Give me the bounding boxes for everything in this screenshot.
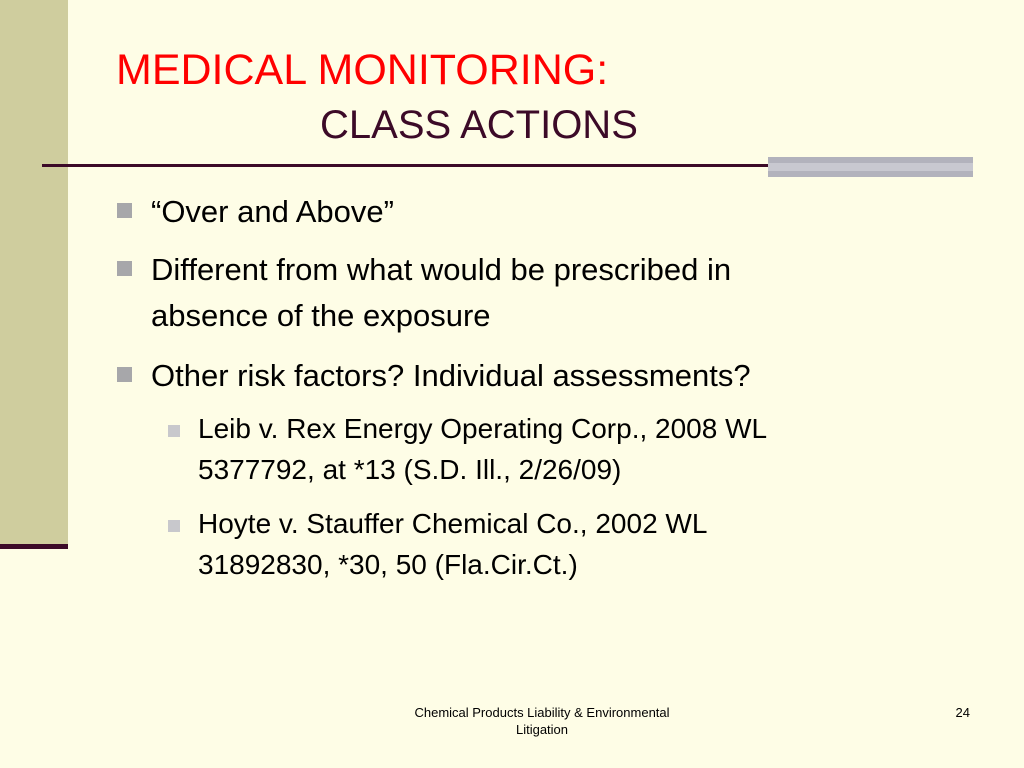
sub-bullet-item-1-line-1: Leib v. Rex Energy Operating Corp., 2008 WL bbox=[198, 413, 768, 444]
slide-subtitle: CLASS ACTIONS bbox=[320, 103, 638, 147]
bullet-marker-icon bbox=[117, 367, 132, 382]
sub-bullet-item-1-line-2: 5377792, at *13 (S.D. Ill., 2/26/09) bbox=[198, 454, 622, 485]
footer-line-2: Litigation bbox=[515, 722, 569, 737]
sub-bullet-marker-icon bbox=[168, 520, 180, 532]
bullet-marker-icon bbox=[117, 261, 132, 276]
sub-bullet-item-2-line-2: 31892830, *30, 50 (Fla.Cir.Ct.) bbox=[198, 549, 578, 580]
bullet-marker-icon bbox=[117, 203, 132, 218]
bullet-item-1-line-1: “Over and Above” bbox=[151, 194, 394, 229]
sub-bullet-marker-icon bbox=[168, 425, 180, 437]
slide-title: MEDICAL MONITORING: bbox=[116, 46, 609, 94]
bullet-item-2-line-2: absence of the exposure bbox=[151, 298, 491, 333]
page-number: 24 bbox=[955, 705, 970, 720]
footer-line-1: Chemical Products Liability & Environmental bbox=[414, 705, 670, 720]
sub-bullet-item-2-line-1: Hoyte v. Stauffer Chemical Co., 2002 WL bbox=[198, 508, 708, 539]
slide-footer bbox=[392, 704, 692, 738]
bullet-item-3-line-1: Other risk factors? Individual assessments? bbox=[151, 358, 751, 393]
bullet-item-2-line-1: Different from what would be prescribed in bbox=[151, 252, 732, 287]
